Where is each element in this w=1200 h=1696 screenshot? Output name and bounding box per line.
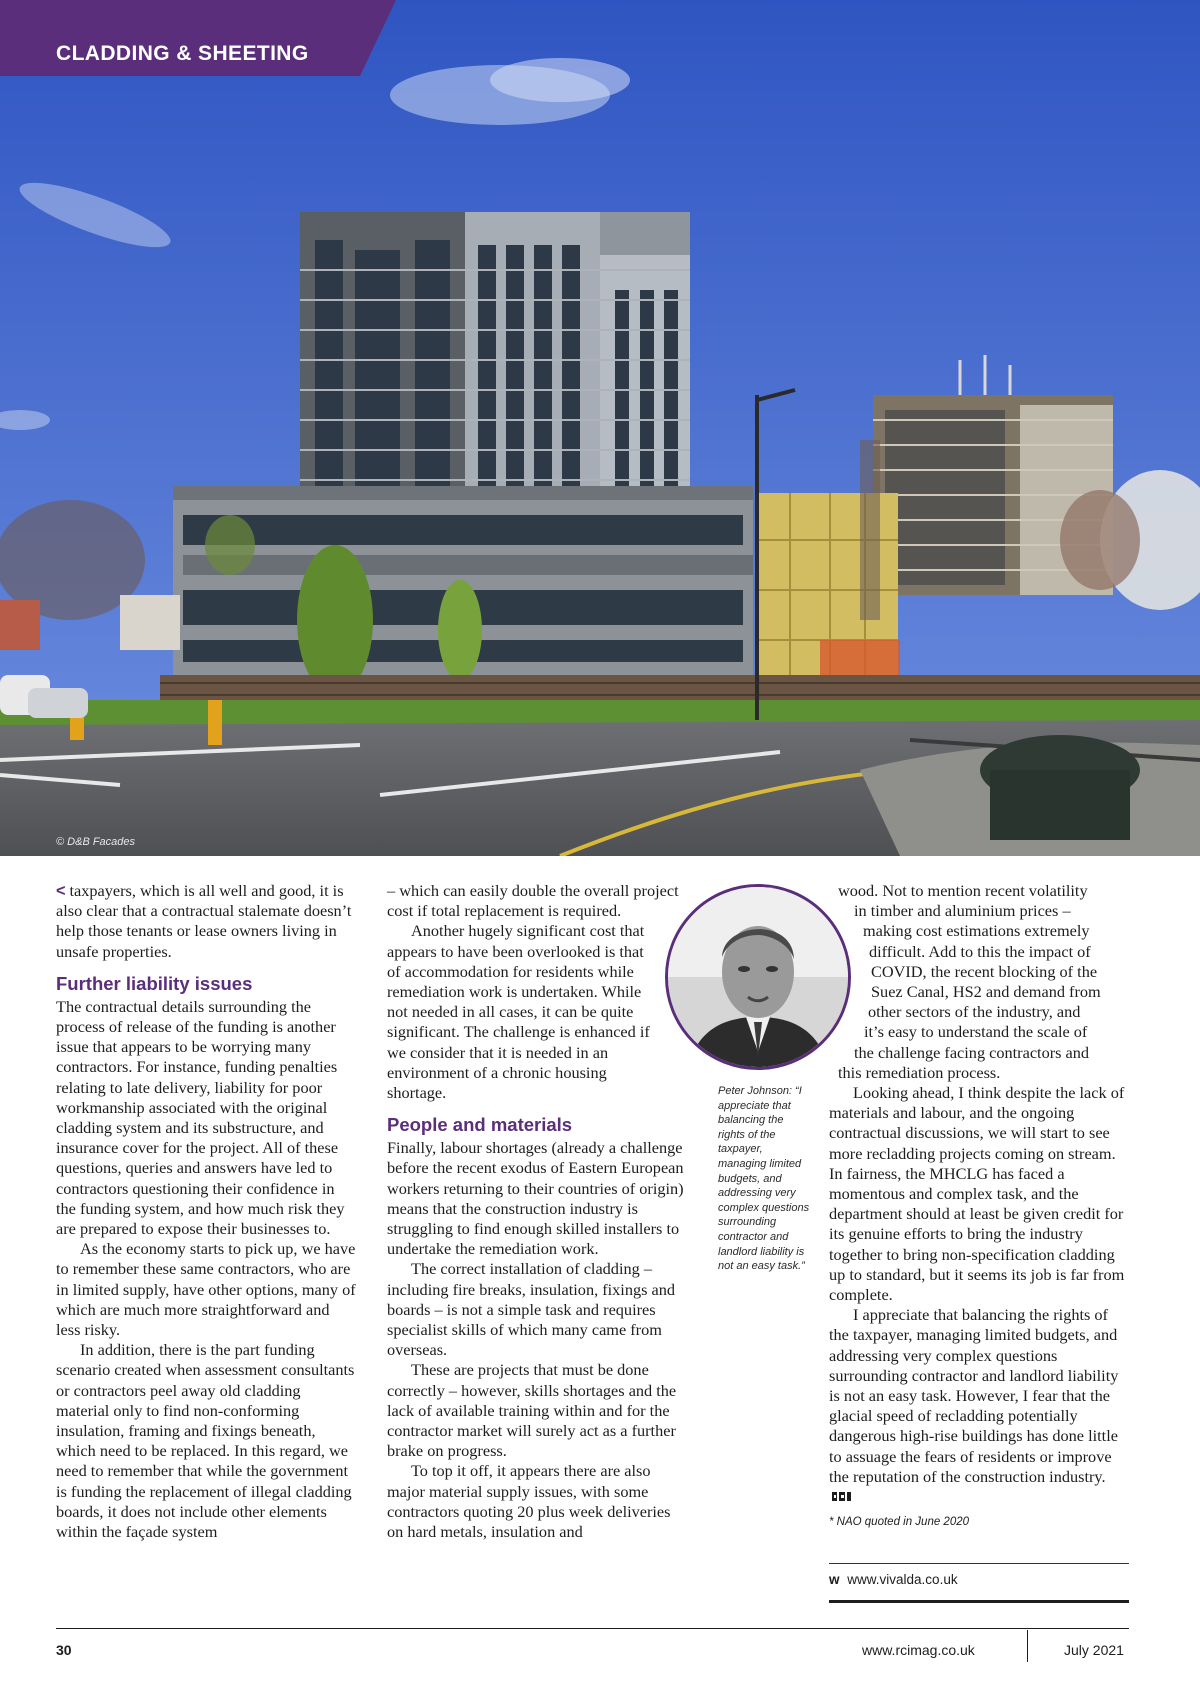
rci-end-mark-icon	[832, 1491, 854, 1502]
text-line: in timber and aluminium prices –	[854, 901, 1071, 921]
text-line: COVID, the recent blocking of the	[871, 961, 1098, 981]
photo-credit: © D&B Facades	[56, 836, 136, 848]
paragraph: In addition, there is the part funding scenario created when assessment consultants or contractors peel away old cladding material only to find non-conforming insulation, framing and fixings beneath, which need to be replaced. In this regard, we need to remember that while the government is funding the replacement of illegal cladding boards, it does not include other elements within the façade system	[56, 1340, 355, 1542]
heading-people-materials: People and materials	[387, 1114, 573, 1136]
text-line: making cost estimations extremely	[863, 921, 1090, 941]
portrait-caption: Peter Johnson: “I appreciate that balancing the rights of the taxpayer, managing limited budgets, and addressing very complex questions surrounding contractor and landlord liability is not an easy task.”	[718, 1085, 810, 1273]
text-line: this remediation process.	[838, 1062, 1001, 1082]
paragraph: Finally, labour shortages (already a challenge before the recent exodus of Eastern European workers returning to their countries of origin) means that the construction industry is struggling to find enough skilled installers to undertake the remediation work.	[387, 1138, 684, 1259]
paragraph: These are projects that must be done correctly – however, skills shortages and the lack of available training within and for the contractor market will surely act as a further brake on progress.	[387, 1360, 677, 1461]
paragraph: As the economy starts to pick up, we have to remember these same contractors, who are in limited supply, have other options, many of which are much more straightforward and less risky.	[56, 1239, 356, 1340]
paragraph: – which can easily double the overall project cost if total replacement is required.	[387, 881, 679, 921]
column-2	[387, 881, 687, 1542]
footer-date: July 2021	[1064, 1642, 1124, 1658]
intro-text: taxpayers, which is all well and good, it is also clear that a contractual stalemate doesn’t help those tenants or lease owners living in unsafe properties.	[56, 881, 352, 961]
text-line: Suez Canal, HS2 and demand from	[871, 982, 1101, 1002]
column-1	[56, 881, 356, 1542]
footer-separator	[1027, 1630, 1028, 1662]
page-number: 30	[56, 1642, 72, 1658]
web-prefix: w	[829, 1572, 840, 1587]
text-line: wood. Not to mention recent volatility	[838, 881, 1088, 900]
footer-rule	[56, 1628, 1129, 1629]
web-link[interactable]: www.vivalda.co.uk	[847, 1572, 958, 1587]
continued-arrow-icon: <	[56, 882, 66, 900]
paragraph: Another hugely significant cost that appears to have been overlooked is that of accommodation for residents while remediation work is undertaken. While not needed in all cases, it can be quite significant. The challenge is enhanced if we consider that it is needed in an environment of a chronic housing shortage.	[387, 921, 650, 1103]
paragraph: Looking ahead, I think despite the lack of materials and labour, and the ongoing contractual discussions, we will start to see more recladding projects coming on stream. In fairness, the MHCLG has faced a momentous and complex task, and the department should at least be given credit for its genuine efforts to bring the industry together to bring non-specification cladding up to standard, but it seems its job is far from complete.	[829, 1083, 1125, 1305]
paragraph: The correct installation of cladding – including fire breaks, insulation, fixings and boards – is not a simple task and requires specialist skills of which many came from overseas.	[387, 1259, 676, 1360]
intro-paragraph	[56, 881, 356, 962]
paragraph: The contractual details surrounding the process of release of the funding is another issue that appears to be worrying many contractors. For instance, funding penalties relating to late delivery, liability for poor workmanship associated with the original cladding system and its substructure, and insurance cover for the project. All of these questions, queries and answers have led to contractors questioning their confidence in the funding system, and how much risk they are prepared to expose their businesses to.	[56, 996, 345, 1239]
text-line: other sectors of the industry, and	[868, 1002, 1081, 1022]
portrait-photo	[665, 884, 851, 1070]
paragraph: To top it off, it appears there are also major material supply issues, with some contractors quoting 20 plus week deliveries on hard metals, insulation and	[387, 1461, 671, 1542]
text-line: difficult. Add to this the impact of	[869, 941, 1091, 961]
footnote: * NAO quoted in June 2020	[829, 1516, 970, 1529]
text-line: the challenge facing contractors and	[854, 1042, 1090, 1062]
column-3	[829, 881, 1129, 1530]
website-box	[829, 1563, 1129, 1603]
heading-further-liability: Further liability issues	[56, 972, 253, 994]
wrapped-text-block	[829, 881, 1129, 1083]
section-tab	[0, 0, 396, 76]
text-line: it’s easy to understand the scale of	[864, 1022, 1088, 1042]
closing-text: I appreciate that balancing the rights of the taxpayer, managing limited budgets, and addressing very complex questions surrounding contractor and landlord liability is not an easy task. However, I fear that the glacial speed of recladding potentially dangerous high-rise buildings has done little to assuage the fears of residents or improve the reputation of the construction industry.	[829, 1305, 1119, 1486]
footer-url[interactable]: www.rcimag.co.uk	[862, 1642, 975, 1658]
section-label: CLADDING & SHEETING	[56, 42, 309, 65]
person-portrait-illustration	[668, 887, 848, 1067]
paragraph	[829, 1305, 1129, 1507]
